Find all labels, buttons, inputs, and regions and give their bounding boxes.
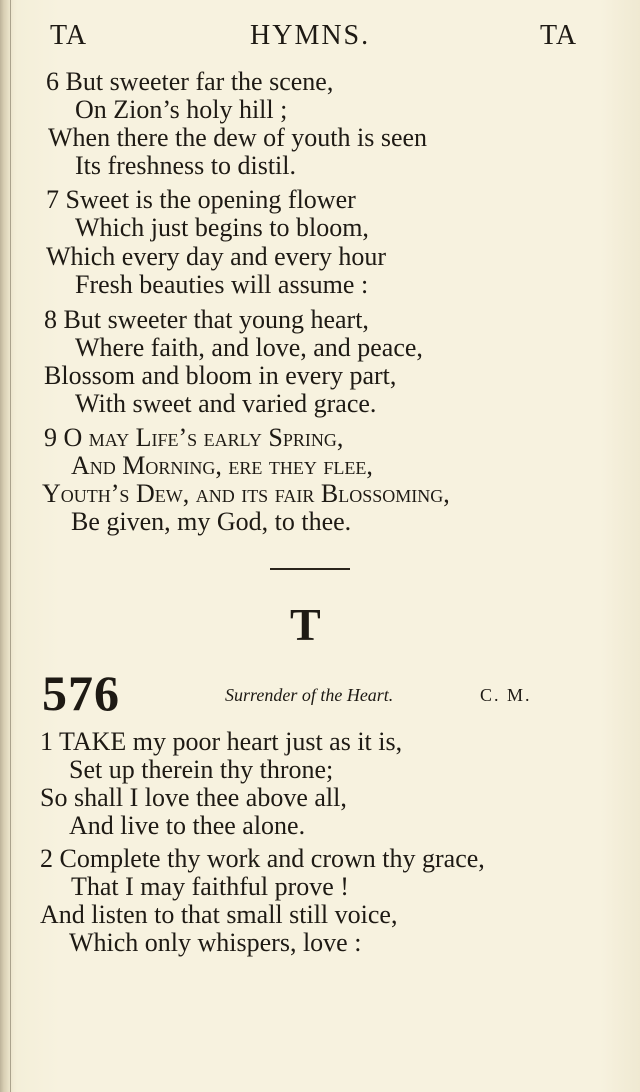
stanza-9-line-3: Youth’s Dew, and its fair Blossoming, — [42, 479, 450, 508]
hymn-meter: C. M. — [480, 685, 532, 705]
hymn-stanza-2-line-4: Which only whispers, love : — [69, 928, 362, 957]
hymn-stanza-1-line-4: And live to thee alone. — [69, 811, 306, 840]
stanza-7-line-4: Fresh beauties will assume : — [75, 270, 369, 299]
stanza-9-line-2: And Morning, ere they flee, — [71, 451, 373, 480]
page-binding-edge — [10, 0, 11, 1092]
hymn-number: 576 — [42, 665, 120, 721]
stanza-8-line-4: With sweet and varied grace. — [75, 389, 377, 418]
hymn-stanza-1-line-1: 1 TAKE my poor heart just as it is, — [40, 727, 403, 756]
stanza-8-line-3: Blossom and bloom in every part, — [44, 361, 397, 390]
stanza-9-line-4: Be given, my God, to thee. — [71, 507, 352, 536]
stanza-7-line-3: Which every day and every hour — [46, 242, 387, 271]
stanza-8-line-1: 8 But sweeter that young heart, — [44, 305, 369, 334]
stanza-6-line-1: 6 But sweeter far the scene, — [46, 67, 334, 96]
stanza-9-line-1: 9 O may Life’s early Spring, — [44, 423, 344, 452]
page-spine-shadow — [0, 0, 14, 1092]
hymn-stanza-2-line-1: 2 Complete thy work and crown thy grace, — [40, 844, 485, 873]
stanza-7-line-2: Which just begins to bloom, — [75, 213, 369, 242]
hymn-stanza-1-line-2: Set up therein thy throne; — [69, 755, 334, 784]
stanza-8-line-2: Where faith, and love, and peace, — [75, 333, 423, 362]
running-head-right: TA — [540, 20, 578, 51]
running-head-title: HYMNS. — [250, 20, 371, 51]
hymn-title: Surrender of the Heart. — [225, 685, 394, 705]
stanza-6-line-4: Its freshness to distil. — [75, 151, 296, 180]
section-divider-rule — [270, 568, 350, 570]
stanza-6-line-3: When there the dew of youth is seen — [48, 123, 428, 152]
hymn-stanza-2-line-3: And listen to that small still voice, — [40, 900, 398, 929]
stanza-6-line-2: On Zion’s holy hill ; — [75, 95, 288, 124]
hymn-stanza-2-line-2: That I may faithful prove ! — [71, 872, 349, 901]
hymn-stanza-1-line-3: So shall I love thee above all, — [40, 783, 347, 812]
stanza-7-line-1: 7 Sweet is the opening flower — [46, 185, 356, 214]
running-head-left: TA — [50, 20, 88, 51]
section-letter: T — [290, 599, 321, 650]
